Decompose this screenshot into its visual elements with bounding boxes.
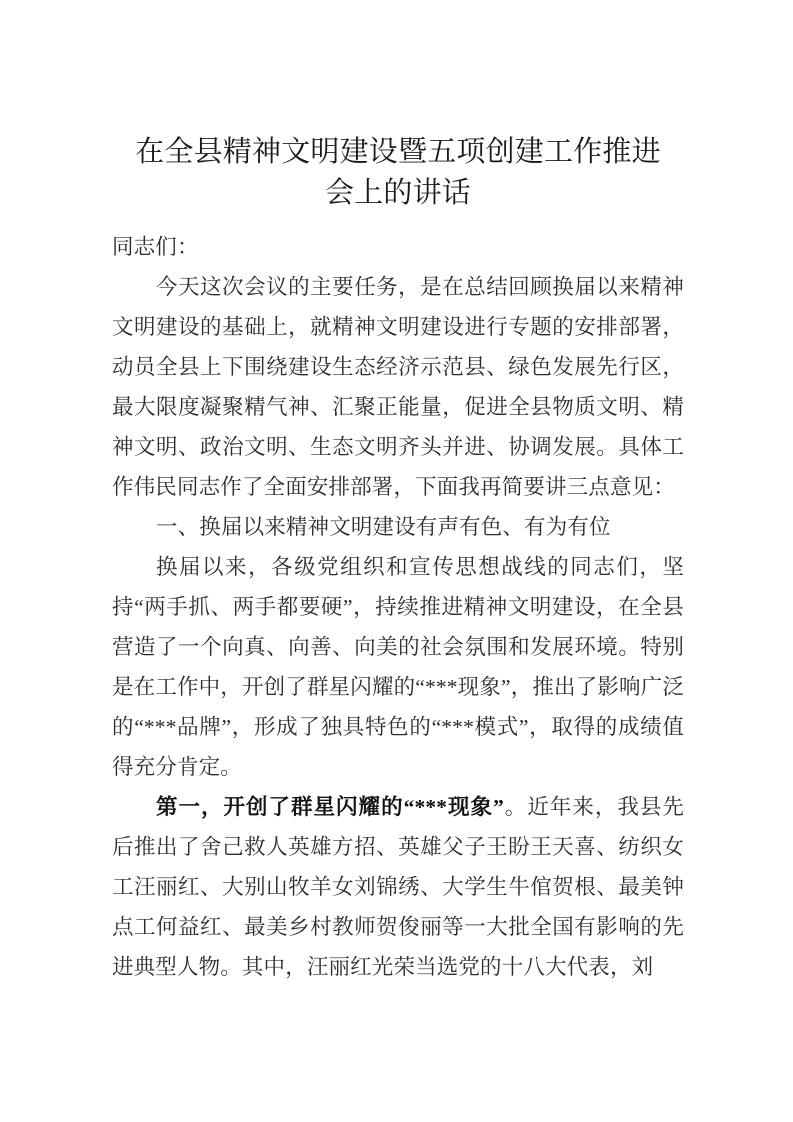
paragraph-section-one-body: 换届以来，各级党组织和宣传思想战线的同志们，坚持“两手抓、两手都要硬”，持续推进精神文明建设，在全县营造了一个向真、向善、向美的社会氛围和发展环境。特别是在工作中，开创了群星闪耀的“***现象”，推出了影响广泛的“***品牌”，形成了独具特色的“***模式”，取得的成绩值得充分肯定。	[112, 555, 684, 779]
page-title-line-1: 在全县精神文明建设暨五项创建工作推进	[135, 136, 661, 168]
section-heading-one: 一、换届以来精神文明建设有声有色、有为有位	[156, 515, 611, 539]
paragraph-point-one-lead: 第一，开创了群星闪耀的“***现象”	[156, 795, 504, 819]
page-title-line-2: 会上的讲话	[324, 177, 471, 209]
document-body	[112, 227, 684, 987]
paragraph-point-one-rest: 。近年来，我县先后推出了舍己救人英雄方招、英雄父子王盼王天喜、纺织女工汪丽红、大别山牧羊女刘锦绣、大学生牛倌贺根、最美钟点工何益红、最美乡村教师贺俊丽等一大批全国有影响的先进典型人物。其中，汪丽红光荣当选党的十八大代表，刘	[112, 795, 685, 979]
page-title	[112, 0, 684, 214]
paragraph-point-one	[112, 787, 684, 987]
paragraph-intro: 今天这次会议的主要任务，是在总结回顾换届以来精神文明建设的基础上，就精神文明建设进行专题的安排部署，动员全县上下围绕建设生态经济示范县、绿色发展先行区，最大限度凝聚精气神、汇聚正能量，促进全县物质文明、精神文明、政治文明、生态文明齐头并进、协调发展。具体工作伟民同志作了全面安排部署，下面我再简要讲三点意见：	[112, 275, 684, 499]
document-content	[112, 0, 684, 987]
salutation-line: 同志们：	[112, 235, 199, 259]
